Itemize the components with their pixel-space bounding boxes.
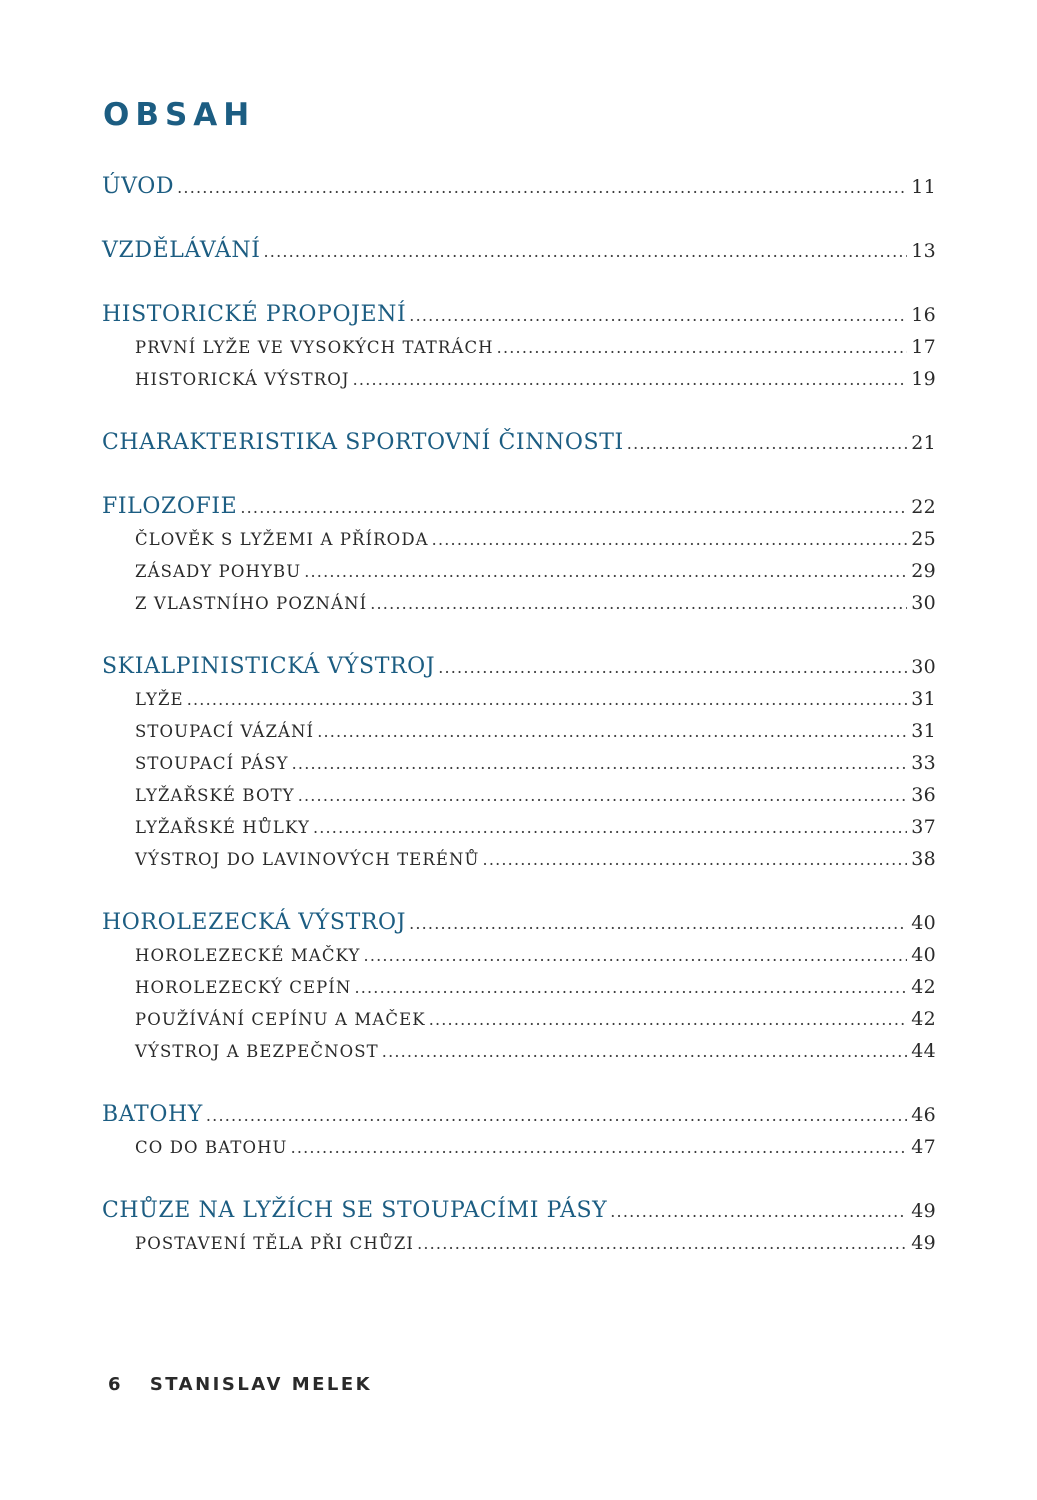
footer-author: STANISLAV MELEK [149,1374,373,1395]
toc-entry-label: HISTORICKÁ VÝSTROJ [135,370,350,389]
dot-leader [264,236,908,268]
toc-entry-label: LYŽAŘSKÉ HŮLKY [135,818,310,837]
toc-entry-page: 40 [911,912,936,934]
toc-entry-page: 44 [911,1040,936,1062]
toc-subentry[interactable] [102,523,936,555]
dot-leader [313,812,907,844]
toc-entry-label: Z VLASTNÍHO POZNÁNÍ [135,594,368,613]
toc-entry-page: 42 [911,976,936,998]
toc-entry-page: 16 [911,304,936,326]
toc-entry-page: 11 [911,176,936,198]
dot-leader [298,780,908,812]
toc-entry-label: POSTAVENÍ TĚLA PŘI CHŮZI [135,1234,415,1253]
toc-subentry[interactable] [102,555,936,587]
toc-entry-page: 29 [911,560,936,582]
dot-leader [382,1036,907,1068]
toc-entry-label: HISTORICKÉ PROPOJENÍ [102,302,407,327]
dot-leader [432,524,908,556]
toc-entry-label: FILOZOFIE [102,494,238,519]
toc-subentry[interactable] [102,363,936,395]
toc-entry-label: STOUPACÍ PÁSY [135,754,289,773]
toc-entry-label: ZÁSADY POHYBU [135,562,302,581]
toc-entry-label: VÝSTROJ DO LAVINOVÝCH TERÉNŮ [135,850,480,869]
toc-entry-page: 42 [911,1008,936,1030]
toc-subentry[interactable] [102,939,936,971]
toc-entry-page: 46 [911,1104,936,1126]
toc-subentry[interactable] [102,1227,936,1259]
toc-subentry[interactable] [102,331,936,363]
dot-leader [317,716,907,748]
toc-subentry[interactable] [102,1003,936,1035]
toc-subentry[interactable] [102,587,936,619]
toc-entry-page: 33 [911,752,936,774]
toc-entry-page: 13 [911,240,936,262]
dot-leader [292,748,908,780]
toc-entry-page: 22 [911,496,936,518]
toc-entry-page: 47 [911,1136,936,1158]
toc-entry-label: POUŽÍVÁNÍ CEPÍNU A MAČEK [135,1010,426,1029]
toc-entry-page: 37 [911,816,936,838]
toc-entry[interactable] [102,907,936,939]
table-of-contents [102,171,936,1259]
toc-entry[interactable] [102,491,936,523]
toc-entry-page: 25 [911,528,936,550]
dot-leader [370,588,907,620]
toc-entry-label: HOROLEZECKÉ MAČKY [135,946,361,965]
toc-entry[interactable] [102,235,936,267]
page-title: OBSAH [103,97,256,133]
toc-entry-page: 17 [911,336,936,358]
dot-leader [187,684,908,716]
toc-subentry[interactable] [102,971,936,1003]
toc-entry-page: 38 [911,848,936,870]
toc-subentry[interactable] [102,1035,936,1067]
dot-leader [206,1100,907,1132]
toc-entry-page: 21 [911,432,936,454]
dot-leader [438,652,907,684]
footer-page-number: 6 [108,1374,124,1395]
dot-leader [429,1004,908,1036]
dot-leader [353,364,908,396]
dot-leader [497,332,908,364]
toc-subentry[interactable] [102,779,936,811]
toc-entry[interactable] [102,1195,936,1227]
toc-subentry[interactable] [102,683,936,715]
dot-leader [417,1228,907,1260]
toc-subentry[interactable] [102,1131,936,1163]
dot-leader [177,172,907,204]
toc-entry-label: HOROLEZECKÝ CEPÍN [135,978,352,997]
toc-entry-label: ČLOVĚK S LYŽEMI A PŘÍRODA [135,530,429,549]
toc-subentry[interactable] [102,747,936,779]
toc-entry-label: LYŽE [135,690,184,709]
toc-entry-page: 36 [911,784,936,806]
toc-entry-label: HOROLEZECKÁ VÝSTROJ [102,910,407,935]
dot-leader [354,972,907,1004]
page-footer [108,1376,372,1394]
dot-leader [627,428,907,460]
toc-entry-label: PRVNÍ LYŽE VE VYSOKÝCH TATRÁCH [135,338,494,357]
toc-entry-label: ÚVOD [102,174,175,199]
toc-entry-label: LYŽAŘSKÉ BOTY [135,786,295,805]
dot-leader [304,556,907,588]
toc-entry-page: 40 [911,944,936,966]
toc-entry-label: VZDĚLÁVÁNÍ [102,238,261,263]
toc-subentry[interactable] [102,843,936,875]
toc-subentry[interactable] [102,715,936,747]
dot-leader [409,908,907,940]
toc-entry-page: 49 [911,1200,936,1222]
toc-entry-label: CO DO BATOHU [135,1138,288,1157]
toc-entry-page: 31 [911,688,936,710]
toc-entry-page: 49 [911,1232,936,1254]
dot-leader [483,844,908,876]
toc-entry[interactable] [102,171,936,203]
toc-entry[interactable] [102,651,936,683]
toc-entry-label: VÝSTROJ A BEZPEČNOST [135,1042,379,1061]
toc-entry[interactable] [102,427,936,459]
toc-entry-label: CHŮZE NA LYŽÍCH SE STOUPACÍMI PÁSY [102,1198,608,1223]
dot-leader [364,940,908,972]
toc-entry-page: 31 [911,720,936,742]
dot-leader [610,1196,907,1228]
toc-entry-page: 30 [911,592,936,614]
toc-entry-label: STOUPACÍ VÁZÁNÍ [135,722,315,741]
dot-leader [291,1132,908,1164]
toc-entry-page: 19 [911,368,936,390]
toc-entry-label: SKIALPINISTICKÁ VÝSTROJ [102,654,436,679]
dot-leader [409,300,907,332]
toc-entry[interactable] [102,299,936,331]
toc-subentry[interactable] [102,811,936,843]
toc-entry-label: CHARAKTERISTIKA SPORTOVNÍ ČINNOSTI [102,430,624,455]
toc-entry[interactable] [102,1099,936,1131]
toc-entry-page: 30 [911,656,936,678]
toc-entry-label: BATOHY [102,1102,203,1127]
dot-leader [240,492,907,524]
